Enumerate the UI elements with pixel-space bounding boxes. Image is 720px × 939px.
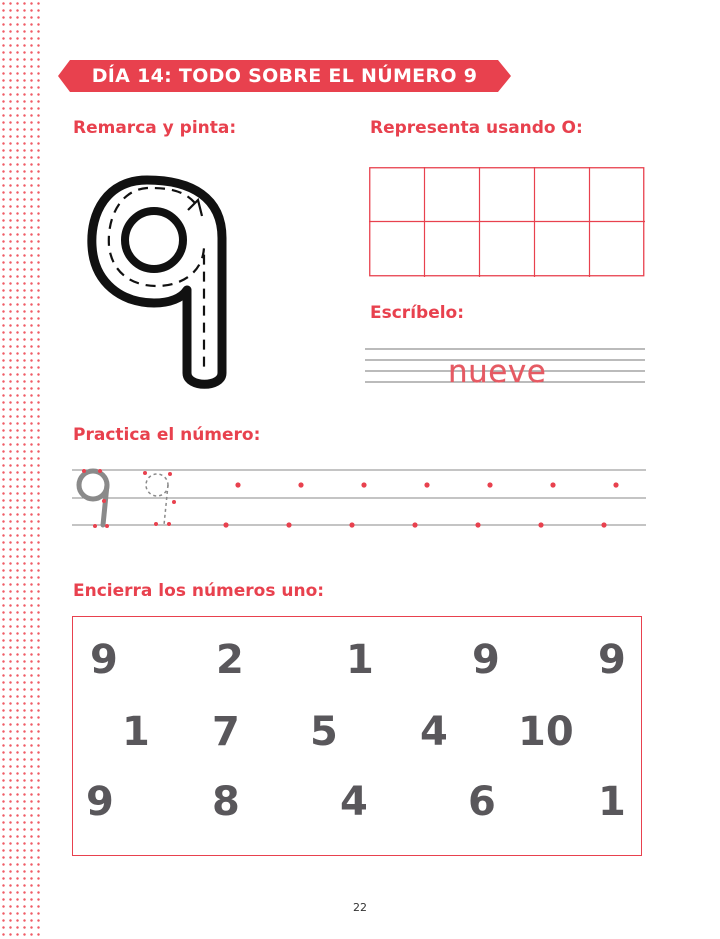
- number-cell[interactable]: 9: [90, 637, 118, 683]
- number-cell[interactable]: 4: [340, 779, 368, 825]
- number-cell[interactable]: 2: [216, 637, 244, 683]
- trace-heading: Remarca y pinta:: [73, 118, 237, 138]
- number-cell[interactable]: 1: [122, 709, 150, 755]
- write-heading: Escríbelo:: [370, 303, 465, 323]
- represent-heading: Representa usando O:: [370, 118, 583, 138]
- practice-heading: Practica el número:: [73, 425, 261, 445]
- number-cell[interactable]: 9: [472, 637, 500, 683]
- page-number: 22: [353, 901, 367, 914]
- number-cell[interactable]: 9: [86, 779, 114, 825]
- dotted-border: [0, 0, 44, 939]
- practice-solid-nine: [72, 466, 122, 532]
- number-cell[interactable]: 6: [468, 779, 496, 825]
- ten-frame-grid[interactable]: [369, 167, 645, 277]
- number-cell[interactable]: 1: [346, 637, 374, 683]
- number-cell[interactable]: 5: [310, 709, 338, 755]
- number-cell[interactable]: 9: [598, 637, 626, 683]
- page-title: DÍA 14: TODO SOBRE EL NÚMERO 9: [91, 65, 478, 87]
- number-cell[interactable]: 4: [420, 709, 448, 755]
- number-cell[interactable]: 7: [212, 709, 240, 755]
- number-cell[interactable]: 10: [518, 709, 574, 755]
- traced-word: nueve: [448, 354, 547, 390]
- practice-dotted-nine[interactable]: [136, 466, 186, 532]
- title-banner: [58, 60, 511, 92]
- trace-digit-nine[interactable]: [82, 158, 242, 398]
- number-cell[interactable]: 8: [212, 779, 240, 825]
- number-cell[interactable]: 1: [598, 779, 626, 825]
- circle-heading: Encierra los números uno:: [73, 581, 325, 601]
